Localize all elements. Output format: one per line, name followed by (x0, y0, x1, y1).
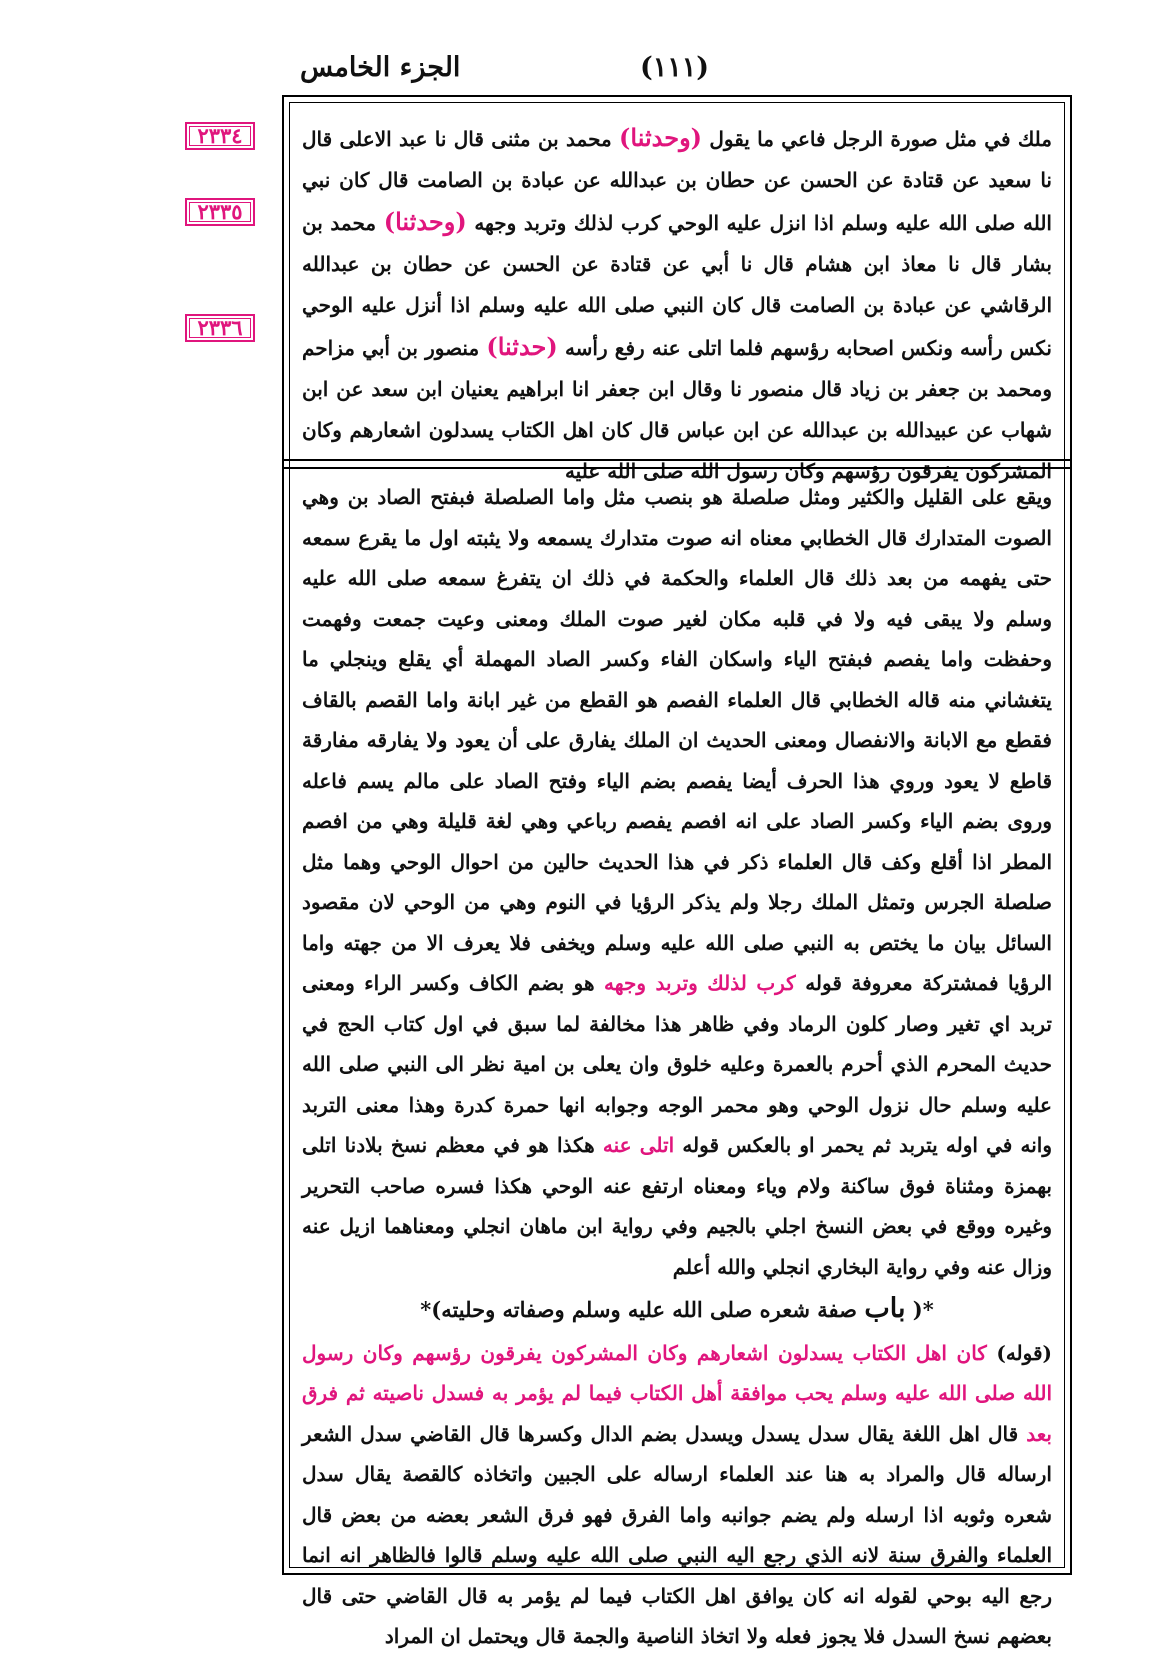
commentary-text: ويقع على القليل والكثير ومثل صلصلة هو بنصب مثل واما الصلصلة فبفتح الصاد بن وهي الصوت المتدارك قال الخطابي معناه انه صوت متدارك يسمعه ولا يثبته اول ما يقرع سمعه حتى يفهمه من بعد ذلك قال العلماء والحكمة في ذلك ان يتفرغ سمعه صلى الله عليه وسلم ولا يبقى فيه ولا في قلبه مكان لغير صوت الملك ومعنى وعيت جمعت وفهمت وحفظت واما يفصم فبفتح الياء واسكان الفاء وكسر الصاد المهملة أي يقلع وينجلي ما يتغشاني منه قاله الخطابي قال العلماء الفصم هو القطع من غير ابانة واما القصم بالقاف فقطع مع الابانة والانفصال ومعنى الحديث ان الملك يفارق على أن يعود ولا يفارقه مفارقة قاطع لا يعود وروي هذا الحرف أيضا يفصم بضم الياء وفتح الصاد على مالم يسم فاعله وروى بضم الياء وكسر الصاد على انه افصم يفصم رباعي وهي لغة قليلة وهي من افصم المطر اذا أقلع وكف قال العلماء ذكر في هذا الحديث حالين من احوال الوحي وهما مثل صلصلة الجرس وتمثل الملك رجلا ولم يذكر الرؤيا في النوم وهي من الوحي لان مقصود السائل بيان ما يختص به النبي صلى الله عليه وسلم ويخفى فلا يعرف الا من جهته واما الرؤيا فمشتركة معروفة قوله (302, 485, 1053, 995)
commentary-paragraph (302, 1333, 1052, 1657)
keyword-highlight: كان اهل الكتاب يسدلون اشعارهم وكان المشركون يفرقون رؤسهم وكان رسول الله صلى الله عليه وسلم يحب موافقة أهل الكتاب فيما لم يؤمر به فسدل ناصيته ثم فرق بعد (302, 1340, 1052, 1446)
page-header (0, 52, 1158, 92)
page-number: (١١١) (640, 52, 710, 83)
section-divider (284, 459, 1070, 469)
chapter-word: باب (864, 1293, 906, 1324)
keyword-highlight: اتلى عنه (602, 1133, 675, 1157)
qawluhu-marker: (قوله) (996, 1340, 1052, 1365)
sharh-block (302, 477, 1053, 1648)
hadith-number-2334: ٢٣٣٤ (185, 122, 255, 150)
juz-title: الجزء الخامس (300, 52, 461, 83)
commentary-text: هو بضم الكاف وكسر الراء ومعنى تربد اي تغير وصار كلون الرماد وفي ظاهر هذا مخالفة لما سبق في اول كتاب الحج في حديث المحرم الذي أحرم بالعمرة وعليه خلوق وان يعلى بن امية نظر الى النبي صلى الله عليه وسلم حال نزول الوحي وهو محمر الوجه وجوابه انها حمرة كدرة وهذا معنى التربد وانه في اوله يتربد ثم يحمر او بالعكس قوله (302, 971, 1052, 1157)
chapter-star: *( (912, 1297, 934, 1322)
commentary-text: قال اهل اللغة يقال سدل يسدل ويسدل بضم الدال وكسرها قال القاضي سدل الشعر ارساله قال والمراد به هنا عند العلماء ارساله على الجبين واتخاذه كالقصة يقال سدل شعره وثوبه اذا ارسله ولم يضم جوانبه واما الفرق فهو فرق الشعر بعضه من بعض قال العلماء والفرق سنة لانه الذي رجع اليه النبي صلى الله عليه وسلم قالوا فالظاهر انه انما رجع اليه بوحي لقوله انه كان يوافق اهل الكتاب فيما لم يؤمر به قال القاضي حتى قال بعضهم نسخ السدل فلا يجوز فعله ولا اتخاذ الناصية والجمة قال ويحتمل ان المراد (302, 1421, 1052, 1648)
keyword-highlight: كرب لذلك وتربد وجهه (604, 971, 796, 995)
haddathana-marker: (وحدثنا) (619, 123, 703, 152)
matn-text: محمد بن بشار قال نا معاذ ابن هشام قال نا أبي عن قتادة عن الحسن عن حطان بن عبدالله الرقاشي عن عبادة بن الصامت قال كان النبي صلى الله عليه وسلم اذا أنزل عليه الوحي نكس رأسه ونكس اصحابه رؤسهم فلما اتلى عنه رفع رأسه (302, 211, 1053, 360)
chapter-heading (302, 1289, 1052, 1331)
matn-text: محمد بن مثنى قال نا عبد الاعلى قال نا سعيد عن قتادة عن الحسن عن حطان بن عبدالله عن عبادة بن الصامت قال كان نبي الله صلى الله عليه وسلم اذا انزل عليه الوحي كرب لذلك وتربد وجهه (302, 127, 1052, 235)
matn-text: منصور بن أبي مزاحم ومحمد بن جعفر بن زياد قال منصور نا وقال ابن جعفر انا ابراهيم يعنيان ابن سعد عن ابن شهاب عن عبيدالله بن عبدالله عن ابن عباس قال كان اهل الكتاب يسدلون اشعارهم وكان المشركون يفرقون رؤسهم وكان رسول الله صلى الله عليه (302, 336, 1052, 483)
chapter-title: صفة شعره صلى الله عليه وسلم وصفاته وحليته)* (420, 1297, 857, 1322)
hadith-number-2335: ٢٣٣٥ (185, 198, 255, 226)
haddathana-marker: (حدثنا) (486, 332, 558, 361)
page-frame (282, 95, 1072, 1648)
matn-block (302, 117, 1053, 483)
commentary-text: هكذا هو في معظم نسخ بلادنا اتلى بهمزة ومثناة فوق ساكنة ولام وياء ومعناه ارتفع عنه الوحي هكذا فسره صاحب التحرير وغيره ووقع في بعض النسخ اجلي بالجيم وفي رواية ابن ماهان انجلي ومعناهما ازيل عنه وزال عنه وفي رواية البخاري انجلي والله أعلم (302, 1133, 1052, 1279)
commentary-paragraph (302, 477, 1052, 1287)
haddathana-marker: (وحدثنا) (383, 207, 467, 236)
matn-text: ملك في مثل صورة الرجل فاعي ما يقول (709, 127, 1053, 151)
hadith-number-2336: ٢٣٣٦ (185, 314, 255, 342)
